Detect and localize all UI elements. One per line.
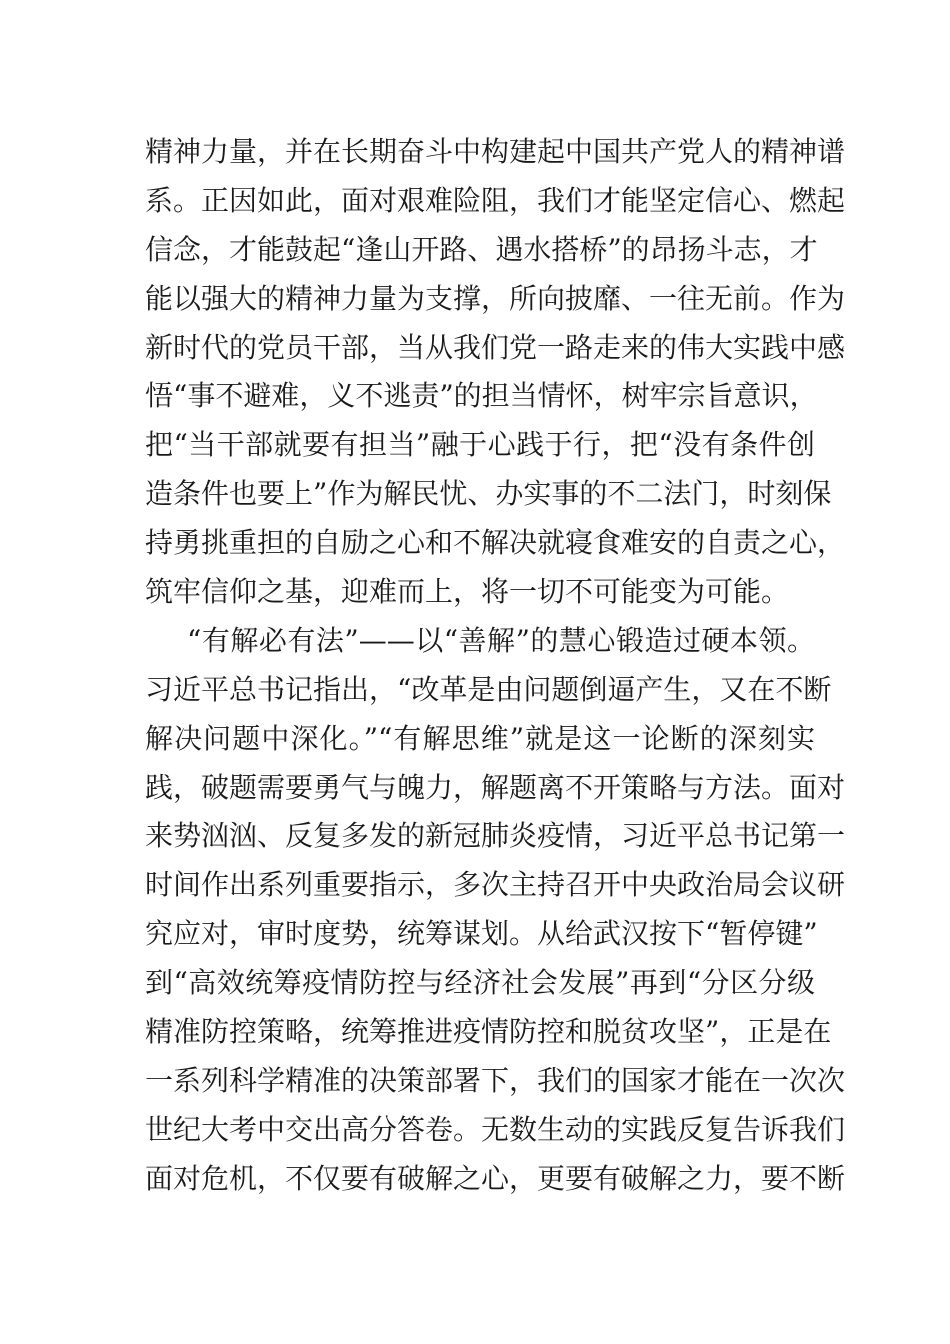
text-line: 系。正因如此，面对艰难险阻，我们才能坚定信心、燃起 bbox=[145, 183, 846, 217]
text-line: 时间作出系列重要指示，多次主持召开中央政治局会议研 bbox=[145, 868, 846, 902]
text-line: 世纪大考中交出高分答卷。无数生动的实践反复告诉我们 bbox=[145, 1112, 846, 1146]
text-line: 精准防控策略，统筹推进疫情防控和脱贫攻坚”，正是在 bbox=[145, 1015, 832, 1049]
text-line: 能以强大的精神力量为支撑，所向披靡、一往无前。作为 bbox=[145, 281, 846, 315]
text-line: 践，破题需要勇气与魄力，解题离不开策略与方法。面对 bbox=[145, 770, 846, 804]
text-line: 精神力量，并在长期奋斗中构建起中国共产党人的精神谱 bbox=[145, 135, 846, 168]
text-line: 一系列科学精准的决策部署下，我们的国家才能在一次次 bbox=[145, 1063, 846, 1097]
text-line: 面对危机，不仅要有破解之心，更要有破解之力，要不断 bbox=[145, 1161, 846, 1195]
text-line: 到“高效统筹疫情防控与经济社会发展”再到“分区分级 bbox=[145, 966, 815, 1000]
text-line: 信念，才能鼓起“逢山开路、遇水搭桥”的昂扬斗志，才 bbox=[145, 232, 818, 266]
text-line: 来势汹汹、反复多发的新冠肺炎疫情，习近平总书记第一 bbox=[145, 819, 846, 853]
text-line: 把“当干部就要有担当”融于心践于行，把“没有条件创 bbox=[145, 428, 815, 462]
body-text bbox=[145, 128, 846, 1204]
text-line: 解决问题中深化。”“有解思维”就是这一论断的深刻实 bbox=[145, 721, 815, 755]
text-line: 新时代的党员干部，当从我们党一路走来的伟大实践中感 bbox=[145, 330, 846, 364]
paragraph-start-line: “有解必有法”——以“善解”的慧心锻造过硬本领。 bbox=[187, 623, 815, 657]
paragraph-end-line: 筑牢信仰之基，迎难而上，将一切不可能变为可能。 bbox=[145, 575, 790, 609]
text-line: 持勇挑重担的自励之心和不解决就寝食难安的自责之心， bbox=[145, 526, 846, 560]
text-line: 究应对，审时度势，统筹谋划。从给武汉按下“暂停键” bbox=[145, 917, 818, 951]
text-line: 造条件也要上”作为解民忧、办实事的不二法门，时刻保 bbox=[145, 477, 832, 511]
text-line: 悟“事不避难，义不逃责”的担当情怀，树牢宗旨意识， bbox=[145, 379, 818, 413]
text-line: 习近平总书记指出，“改革是由问题倒逼产生，又在不断 bbox=[145, 672, 832, 706]
